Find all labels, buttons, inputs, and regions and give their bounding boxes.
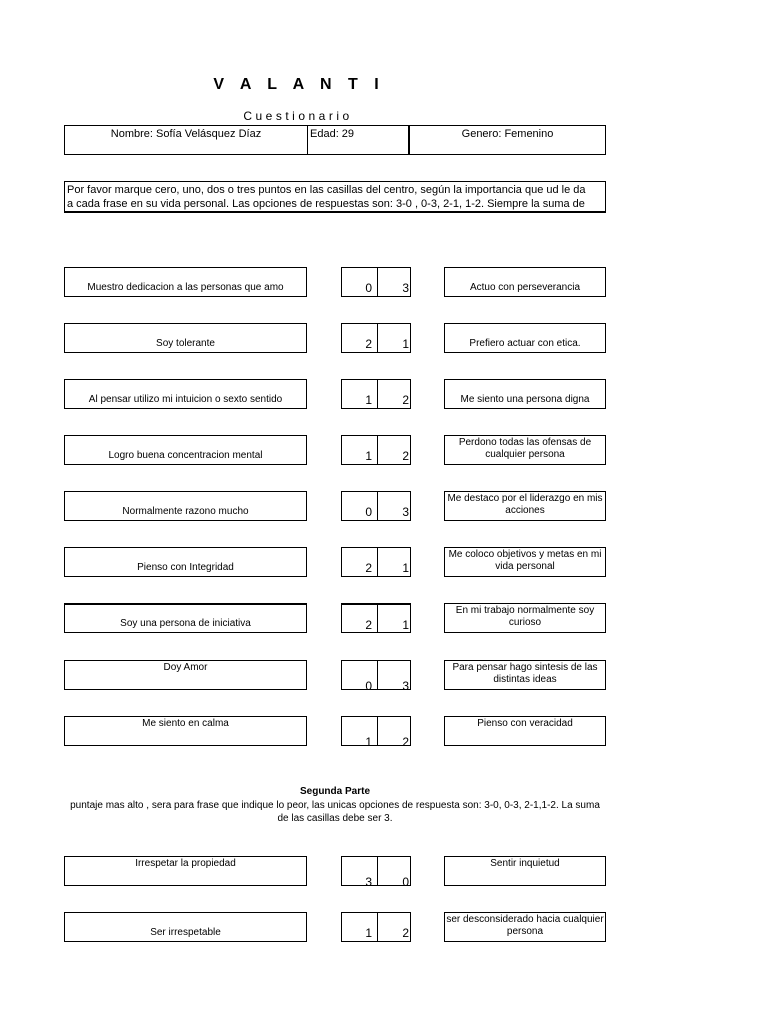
score-left[interactable]: 2 (365, 337, 372, 351)
name-field: Nombre: Sofía Velásquez Díaz (64, 125, 308, 155)
page-subtitle: Cuestionario (243, 109, 353, 123)
score-right[interactable]: 3 (402, 679, 409, 693)
score-box[interactable] (341, 603, 411, 633)
score-left[interactable]: 2 (365, 561, 372, 575)
score-right[interactable]: 1 (402, 561, 409, 575)
statement-right: En mi trabajo normalmente soy curioso (444, 603, 606, 633)
statement-left: Pienso con Integridad (64, 547, 307, 577)
score-right[interactable]: 0 (402, 875, 409, 889)
score-right[interactable]: 1 (402, 618, 409, 632)
statement-left: Doy Amor (64, 660, 307, 690)
statement-right: Sentir inquietud (444, 856, 606, 886)
instructions-box (64, 181, 606, 213)
statement-left: Ser irrespetable (64, 912, 307, 942)
score-left[interactable]: 0 (365, 505, 372, 519)
score-right[interactable]: 3 (402, 505, 409, 519)
statement-left: Soy una persona de iniciativa (64, 603, 307, 633)
statement-right: Para pensar hago sintesis de las distintas ideas (444, 660, 606, 690)
statement-right: Me destaco por el liderazgo en mis acciones (444, 491, 606, 521)
score-right[interactable]: 2 (402, 393, 409, 407)
statement-right: Me coloco objetivos y metas en mi vida personal (444, 547, 606, 577)
score-right[interactable]: 3 (402, 281, 409, 295)
statement-right: Me siento una persona digna (444, 379, 606, 409)
score-right[interactable]: 1 (402, 337, 409, 351)
statement-left: Soy tolerante (64, 323, 307, 353)
part2-instructions: puntaje mas alto , sera para frase que indique lo peor, las unicas opciones de respuesta son: 3-0, 0-3, 2-1,1-2. La suma de las casillas debe ser 3. (70, 800, 600, 824)
statement-left: Logro buena concentracion mental (64, 435, 307, 465)
score-left[interactable]: 1 (365, 926, 372, 940)
statement-left: Al pensar utilizo mi intuicion o sexto sentido (64, 379, 307, 409)
gender-field: Genero: Femenino (409, 125, 606, 155)
score-box[interactable] (341, 912, 411, 942)
score-right[interactable]: 2 (402, 926, 409, 940)
score-box[interactable] (341, 379, 411, 409)
instructions-line-1: Por favor marque cero, uno, dos o tres puntos en las casillas del centro, según la importancia que ud le da (67, 184, 586, 196)
age-field: Edad: 29 (307, 125, 410, 155)
score-left[interactable]: 2 (365, 618, 372, 632)
score-left[interactable]: 0 (365, 281, 372, 295)
part2-title: Segunda Parte (299, 786, 371, 797)
statement-left: Me siento en calma (64, 716, 307, 746)
score-box[interactable] (341, 856, 411, 889)
score-box[interactable] (341, 491, 411, 521)
score-left[interactable]: 0 (365, 679, 372, 693)
score-box[interactable] (341, 547, 411, 577)
statement-right: Perdono todas las ofensas de cualquier persona (444, 435, 606, 465)
score-left[interactable]: 1 (365, 393, 372, 407)
statement-left: Irrespetar la propiedad (64, 856, 307, 886)
score-box[interactable] (341, 660, 411, 693)
score-box[interactable] (341, 267, 411, 297)
statement-right: Prefiero actuar con etica. (444, 323, 606, 353)
score-right[interactable]: 2 (402, 449, 409, 463)
statement-left: Muestro dedicacion a las personas que amo (64, 267, 307, 297)
score-left[interactable]: 1 (365, 735, 372, 749)
statement-right: ser desconsiderado hacia cualquier persona (444, 912, 606, 942)
score-left[interactable]: 3 (365, 875, 372, 889)
score-box[interactable] (341, 716, 411, 749)
instructions-line-2: a cada frase en su vida personal. Las opciones de respuestas son: 3-0 , 0-3, 2-1, 1-2. Siempre la suma de (67, 198, 585, 210)
score-box[interactable] (341, 435, 411, 465)
statement-right: Pienso con veracidad (444, 716, 606, 746)
score-left[interactable]: 1 (365, 449, 372, 463)
page-title: V A L A N T I (213, 76, 385, 93)
score-right[interactable]: 2 (402, 735, 409, 749)
statement-left: Normalmente razono mucho (64, 491, 307, 521)
statement-right: Actuo con perseverancia (444, 267, 606, 297)
score-box[interactable] (341, 323, 411, 353)
